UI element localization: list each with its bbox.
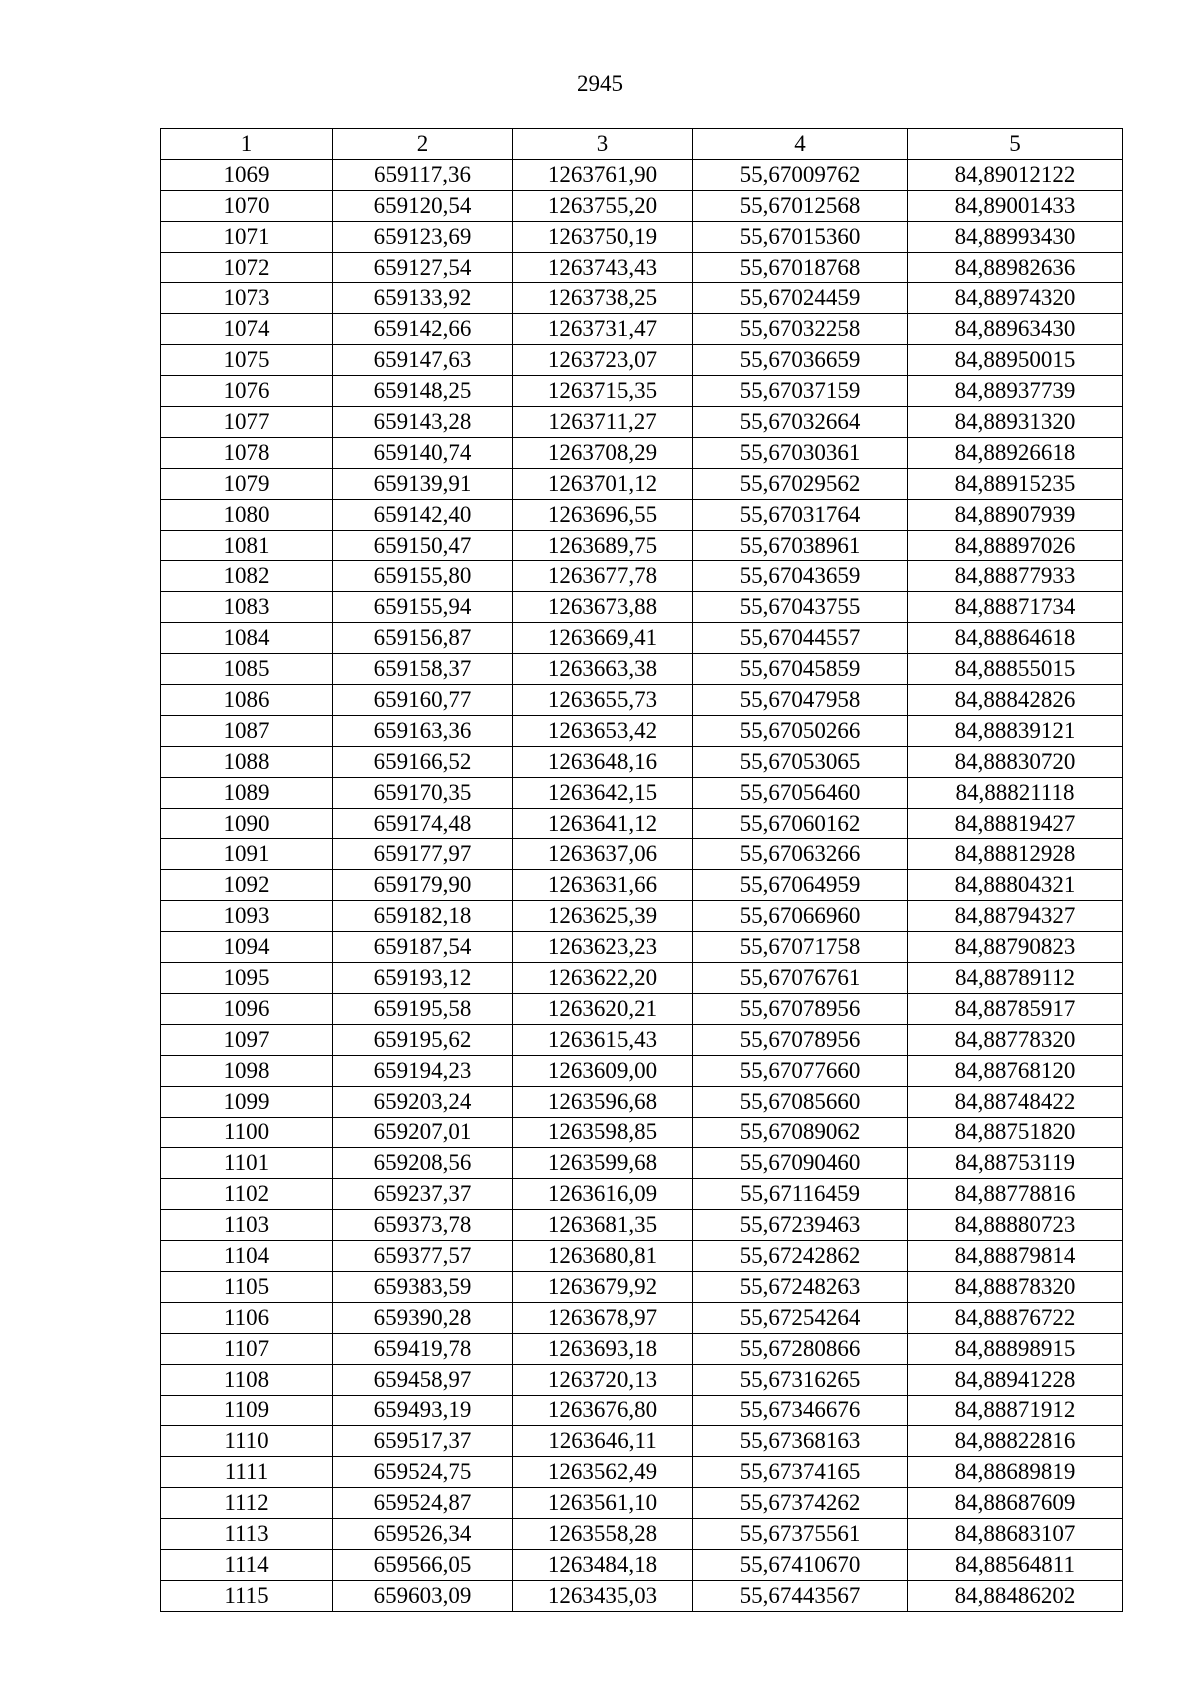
longitude-cell: 84,88926618 xyxy=(908,437,1123,468)
point-number-cell: 1092 xyxy=(161,870,333,901)
x-coordinate-cell: 659150,47 xyxy=(333,530,513,561)
latitude-cell: 55,67064959 xyxy=(693,870,908,901)
longitude-cell: 84,88876722 xyxy=(908,1302,1123,1333)
table-row xyxy=(161,530,1123,561)
latitude-cell: 55,67063266 xyxy=(693,839,908,870)
y-coordinate-cell: 1263755,20 xyxy=(513,190,693,221)
table-header xyxy=(161,129,1123,160)
y-coordinate-cell: 1263676,80 xyxy=(513,1395,693,1426)
table-row xyxy=(161,1117,1123,1148)
longitude-cell: 84,88937739 xyxy=(908,376,1123,407)
table-row xyxy=(161,623,1123,654)
table-row xyxy=(161,1426,1123,1457)
coordinates-table xyxy=(160,128,1123,1612)
point-number-cell: 1084 xyxy=(161,623,333,654)
x-coordinate-cell: 659147,63 xyxy=(333,345,513,376)
x-coordinate-cell: 659142,40 xyxy=(333,499,513,530)
point-number-cell: 1099 xyxy=(161,1086,333,1117)
table-row xyxy=(161,870,1123,901)
y-coordinate-cell: 1263653,42 xyxy=(513,715,693,746)
latitude-cell: 55,67066960 xyxy=(693,901,908,932)
table-row xyxy=(161,715,1123,746)
y-coordinate-cell: 1263738,25 xyxy=(513,283,693,314)
x-coordinate-cell: 659566,05 xyxy=(333,1549,513,1580)
y-coordinate-cell: 1263669,41 xyxy=(513,623,693,654)
y-coordinate-cell: 1263673,88 xyxy=(513,592,693,623)
longitude-cell: 84,88839121 xyxy=(908,715,1123,746)
x-coordinate-cell: 659195,58 xyxy=(333,993,513,1024)
y-coordinate-cell: 1263720,13 xyxy=(513,1364,693,1395)
latitude-cell: 55,67242862 xyxy=(693,1241,908,1272)
table-row xyxy=(161,1488,1123,1519)
latitude-cell: 55,67375561 xyxy=(693,1519,908,1550)
point-number-cell: 1093 xyxy=(161,901,333,932)
y-coordinate-cell: 1263723,07 xyxy=(513,345,693,376)
x-coordinate-cell: 659163,36 xyxy=(333,715,513,746)
y-coordinate-cell: 1263435,03 xyxy=(513,1580,693,1611)
longitude-cell: 84,88898915 xyxy=(908,1333,1123,1364)
point-number-cell: 1109 xyxy=(161,1395,333,1426)
x-coordinate-cell: 659143,28 xyxy=(333,407,513,438)
x-coordinate-cell: 659170,35 xyxy=(333,777,513,808)
y-coordinate-cell: 1263750,19 xyxy=(513,221,693,252)
longitude-cell: 84,88768120 xyxy=(908,1055,1123,1086)
table-row xyxy=(161,1271,1123,1302)
x-coordinate-cell: 659142,66 xyxy=(333,314,513,345)
point-number-cell: 1103 xyxy=(161,1210,333,1241)
latitude-cell: 55,67346676 xyxy=(693,1395,908,1426)
latitude-cell: 55,67031764 xyxy=(693,499,908,530)
latitude-cell: 55,67071758 xyxy=(693,932,908,963)
point-number-cell: 1101 xyxy=(161,1148,333,1179)
latitude-cell: 55,67024459 xyxy=(693,283,908,314)
latitude-cell: 55,67060162 xyxy=(693,808,908,839)
point-number-cell: 1087 xyxy=(161,715,333,746)
column-header-5: 5 xyxy=(908,129,1123,160)
table-row xyxy=(161,685,1123,716)
table-row xyxy=(161,283,1123,314)
longitude-cell: 84,88871734 xyxy=(908,592,1123,623)
longitude-cell: 84,88748422 xyxy=(908,1086,1123,1117)
point-number-cell: 1069 xyxy=(161,159,333,190)
point-number-cell: 1105 xyxy=(161,1271,333,1302)
table-row xyxy=(161,808,1123,839)
latitude-cell: 55,67056460 xyxy=(693,777,908,808)
longitude-cell: 84,88931320 xyxy=(908,407,1123,438)
latitude-cell: 55,67078956 xyxy=(693,993,908,1024)
x-coordinate-cell: 659187,54 xyxy=(333,932,513,963)
longitude-cell: 84,88789112 xyxy=(908,963,1123,994)
y-coordinate-cell: 1263561,10 xyxy=(513,1488,693,1519)
point-number-cell: 1107 xyxy=(161,1333,333,1364)
x-coordinate-cell: 659208,56 xyxy=(333,1148,513,1179)
point-number-cell: 1114 xyxy=(161,1549,333,1580)
point-number-cell: 1075 xyxy=(161,345,333,376)
column-header-2: 2 xyxy=(333,129,513,160)
table-row xyxy=(161,407,1123,438)
table-row xyxy=(161,221,1123,252)
y-coordinate-cell: 1263620,21 xyxy=(513,993,693,1024)
x-coordinate-cell: 659207,01 xyxy=(333,1117,513,1148)
table-row xyxy=(161,746,1123,777)
table-row xyxy=(161,437,1123,468)
longitude-cell: 84,88950015 xyxy=(908,345,1123,376)
x-coordinate-cell: 659524,87 xyxy=(333,1488,513,1519)
y-coordinate-cell: 1263693,18 xyxy=(513,1333,693,1364)
point-number-cell: 1097 xyxy=(161,1024,333,1055)
latitude-cell: 55,67045859 xyxy=(693,654,908,685)
point-number-cell: 1102 xyxy=(161,1179,333,1210)
y-coordinate-cell: 1263696,55 xyxy=(513,499,693,530)
x-coordinate-cell: 659195,62 xyxy=(333,1024,513,1055)
table-row xyxy=(161,561,1123,592)
point-number-cell: 1074 xyxy=(161,314,333,345)
latitude-cell: 55,67254264 xyxy=(693,1302,908,1333)
longitude-cell: 84,88941228 xyxy=(908,1364,1123,1395)
table-row xyxy=(161,839,1123,870)
table-row xyxy=(161,376,1123,407)
latitude-cell: 55,67089062 xyxy=(693,1117,908,1148)
point-number-cell: 1096 xyxy=(161,993,333,1024)
latitude-cell: 55,67053065 xyxy=(693,746,908,777)
x-coordinate-cell: 659120,54 xyxy=(333,190,513,221)
longitude-cell: 84,88819427 xyxy=(908,808,1123,839)
y-coordinate-cell: 1263648,16 xyxy=(513,746,693,777)
y-coordinate-cell: 1263637,06 xyxy=(513,839,693,870)
latitude-cell: 55,67038961 xyxy=(693,530,908,561)
longitude-cell: 84,88822816 xyxy=(908,1426,1123,1457)
longitude-cell: 84,88830720 xyxy=(908,746,1123,777)
latitude-cell: 55,67239463 xyxy=(693,1210,908,1241)
point-number-cell: 1090 xyxy=(161,808,333,839)
table-row xyxy=(161,1549,1123,1580)
x-coordinate-cell: 659390,28 xyxy=(333,1302,513,1333)
point-number-cell: 1098 xyxy=(161,1055,333,1086)
table-body xyxy=(161,159,1123,1611)
latitude-cell: 55,67280866 xyxy=(693,1333,908,1364)
y-coordinate-cell: 1263711,27 xyxy=(513,407,693,438)
table-row xyxy=(161,468,1123,499)
y-coordinate-cell: 1263678,97 xyxy=(513,1302,693,1333)
x-coordinate-cell: 659203,24 xyxy=(333,1086,513,1117)
point-number-cell: 1091 xyxy=(161,839,333,870)
y-coordinate-cell: 1263642,15 xyxy=(513,777,693,808)
latitude-cell: 55,67029562 xyxy=(693,468,908,499)
y-coordinate-cell: 1263623,23 xyxy=(513,932,693,963)
table-row xyxy=(161,1302,1123,1333)
longitude-cell: 84,88879814 xyxy=(908,1241,1123,1272)
x-coordinate-cell: 659123,69 xyxy=(333,221,513,252)
x-coordinate-cell: 659458,97 xyxy=(333,1364,513,1395)
x-coordinate-cell: 659377,57 xyxy=(333,1241,513,1272)
latitude-cell: 55,67078956 xyxy=(693,1024,908,1055)
point-number-cell: 1076 xyxy=(161,376,333,407)
y-coordinate-cell: 1263599,68 xyxy=(513,1148,693,1179)
latitude-cell: 55,67374165 xyxy=(693,1457,908,1488)
x-coordinate-cell: 659174,48 xyxy=(333,808,513,839)
x-coordinate-cell: 659139,91 xyxy=(333,468,513,499)
column-header-4: 4 xyxy=(693,129,908,160)
column-header-1: 1 xyxy=(161,129,333,160)
latitude-cell: 55,67032258 xyxy=(693,314,908,345)
longitude-cell: 84,88683107 xyxy=(908,1519,1123,1550)
x-coordinate-cell: 659373,78 xyxy=(333,1210,513,1241)
y-coordinate-cell: 1263609,00 xyxy=(513,1055,693,1086)
point-number-cell: 1080 xyxy=(161,499,333,530)
longitude-cell: 84,88564811 xyxy=(908,1549,1123,1580)
longitude-cell: 84,88751820 xyxy=(908,1117,1123,1148)
x-coordinate-cell: 659193,12 xyxy=(333,963,513,994)
longitude-cell: 84,88778320 xyxy=(908,1024,1123,1055)
point-number-cell: 1111 xyxy=(161,1457,333,1488)
longitude-cell: 84,88842826 xyxy=(908,685,1123,716)
table-row xyxy=(161,1024,1123,1055)
y-coordinate-cell: 1263680,81 xyxy=(513,1241,693,1272)
longitude-cell: 84,88974320 xyxy=(908,283,1123,314)
point-number-cell: 1088 xyxy=(161,746,333,777)
y-coordinate-cell: 1263689,75 xyxy=(513,530,693,561)
y-coordinate-cell: 1263625,39 xyxy=(513,901,693,932)
latitude-cell: 55,67032664 xyxy=(693,407,908,438)
y-coordinate-cell: 1263598,85 xyxy=(513,1117,693,1148)
point-number-cell: 1110 xyxy=(161,1426,333,1457)
table-row xyxy=(161,1333,1123,1364)
x-coordinate-cell: 659383,59 xyxy=(333,1271,513,1302)
x-coordinate-cell: 659155,94 xyxy=(333,592,513,623)
y-coordinate-cell: 1263731,47 xyxy=(513,314,693,345)
point-number-cell: 1081 xyxy=(161,530,333,561)
point-number-cell: 1115 xyxy=(161,1580,333,1611)
longitude-cell: 84,88993430 xyxy=(908,221,1123,252)
y-coordinate-cell: 1263715,35 xyxy=(513,376,693,407)
table-row xyxy=(161,499,1123,530)
longitude-cell: 84,88880723 xyxy=(908,1210,1123,1241)
x-coordinate-cell: 659182,18 xyxy=(333,901,513,932)
longitude-cell: 84,88689819 xyxy=(908,1457,1123,1488)
x-coordinate-cell: 659166,52 xyxy=(333,746,513,777)
point-number-cell: 1095 xyxy=(161,963,333,994)
y-coordinate-cell: 1263558,28 xyxy=(513,1519,693,1550)
latitude-cell: 55,67043659 xyxy=(693,561,908,592)
latitude-cell: 55,67018768 xyxy=(693,252,908,283)
table-row xyxy=(161,1055,1123,1086)
point-number-cell: 1089 xyxy=(161,777,333,808)
point-number-cell: 1085 xyxy=(161,654,333,685)
latitude-cell: 55,67090460 xyxy=(693,1148,908,1179)
longitude-cell: 84,88804321 xyxy=(908,870,1123,901)
x-coordinate-cell: 659603,09 xyxy=(333,1580,513,1611)
x-coordinate-cell: 659127,54 xyxy=(333,252,513,283)
y-coordinate-cell: 1263681,35 xyxy=(513,1210,693,1241)
point-number-cell: 1104 xyxy=(161,1241,333,1272)
latitude-cell: 55,67368163 xyxy=(693,1426,908,1457)
x-coordinate-cell: 659524,75 xyxy=(333,1457,513,1488)
x-coordinate-cell: 659156,87 xyxy=(333,623,513,654)
table-row xyxy=(161,1519,1123,1550)
x-coordinate-cell: 659526,34 xyxy=(333,1519,513,1550)
latitude-cell: 55,67410670 xyxy=(693,1549,908,1580)
longitude-cell: 84,88963430 xyxy=(908,314,1123,345)
y-coordinate-cell: 1263641,12 xyxy=(513,808,693,839)
point-number-cell: 1072 xyxy=(161,252,333,283)
y-coordinate-cell: 1263743,43 xyxy=(513,252,693,283)
x-coordinate-cell: 659419,78 xyxy=(333,1333,513,1364)
x-coordinate-cell: 659117,36 xyxy=(333,159,513,190)
longitude-cell: 84,88794327 xyxy=(908,901,1123,932)
table-row xyxy=(161,1364,1123,1395)
y-coordinate-cell: 1263622,20 xyxy=(513,963,693,994)
table-row xyxy=(161,1241,1123,1272)
table-row xyxy=(161,345,1123,376)
y-coordinate-cell: 1263663,38 xyxy=(513,654,693,685)
point-number-cell: 1070 xyxy=(161,190,333,221)
x-coordinate-cell: 659158,37 xyxy=(333,654,513,685)
longitude-cell: 84,88907939 xyxy=(908,499,1123,530)
latitude-cell: 55,67077660 xyxy=(693,1055,908,1086)
x-coordinate-cell: 659155,80 xyxy=(333,561,513,592)
latitude-cell: 55,67012568 xyxy=(693,190,908,221)
y-coordinate-cell: 1263677,78 xyxy=(513,561,693,592)
longitude-cell: 84,88486202 xyxy=(908,1580,1123,1611)
y-coordinate-cell: 1263631,66 xyxy=(513,870,693,901)
point-number-cell: 1082 xyxy=(161,561,333,592)
y-coordinate-cell: 1263708,29 xyxy=(513,437,693,468)
longitude-cell: 84,88821118 xyxy=(908,777,1123,808)
longitude-cell: 84,88897026 xyxy=(908,530,1123,561)
y-coordinate-cell: 1263484,18 xyxy=(513,1549,693,1580)
y-coordinate-cell: 1263562,49 xyxy=(513,1457,693,1488)
x-coordinate-cell: 659493,19 xyxy=(333,1395,513,1426)
point-number-cell: 1108 xyxy=(161,1364,333,1395)
point-number-cell: 1077 xyxy=(161,407,333,438)
longitude-cell: 84,88982636 xyxy=(908,252,1123,283)
y-coordinate-cell: 1263655,73 xyxy=(513,685,693,716)
latitude-cell: 55,67015360 xyxy=(693,221,908,252)
table-row xyxy=(161,190,1123,221)
x-coordinate-cell: 659179,90 xyxy=(333,870,513,901)
table-row xyxy=(161,252,1123,283)
table-row xyxy=(161,1148,1123,1179)
y-coordinate-cell: 1263596,68 xyxy=(513,1086,693,1117)
latitude-cell: 55,67044557 xyxy=(693,623,908,654)
x-coordinate-cell: 659133,92 xyxy=(333,283,513,314)
longitude-cell: 84,88778816 xyxy=(908,1179,1123,1210)
table-row xyxy=(161,963,1123,994)
x-coordinate-cell: 659177,97 xyxy=(333,839,513,870)
longitude-cell: 84,89012122 xyxy=(908,159,1123,190)
latitude-cell: 55,67076761 xyxy=(693,963,908,994)
table-row xyxy=(161,159,1123,190)
y-coordinate-cell: 1263761,90 xyxy=(513,159,693,190)
point-number-cell: 1113 xyxy=(161,1519,333,1550)
point-number-cell: 1079 xyxy=(161,468,333,499)
longitude-cell: 84,88915235 xyxy=(908,468,1123,499)
latitude-cell: 55,67116459 xyxy=(693,1179,908,1210)
longitude-cell: 84,88812928 xyxy=(908,839,1123,870)
table-row xyxy=(161,1395,1123,1426)
point-number-cell: 1086 xyxy=(161,685,333,716)
longitude-cell: 84,88864618 xyxy=(908,623,1123,654)
longitude-cell: 84,88753119 xyxy=(908,1148,1123,1179)
longitude-cell: 84,88785917 xyxy=(908,993,1123,1024)
x-coordinate-cell: 659194,23 xyxy=(333,1055,513,1086)
table-row xyxy=(161,654,1123,685)
latitude-cell: 55,67316265 xyxy=(693,1364,908,1395)
latitude-cell: 55,67030361 xyxy=(693,437,908,468)
point-number-cell: 1073 xyxy=(161,283,333,314)
latitude-cell: 55,67050266 xyxy=(693,715,908,746)
point-number-cell: 1078 xyxy=(161,437,333,468)
latitude-cell: 55,67248263 xyxy=(693,1271,908,1302)
latitude-cell: 55,67037159 xyxy=(693,376,908,407)
y-coordinate-cell: 1263679,92 xyxy=(513,1271,693,1302)
page-number: 2945 xyxy=(577,71,623,96)
column-header-3: 3 xyxy=(513,129,693,160)
table-row xyxy=(161,1086,1123,1117)
y-coordinate-cell: 1263615,43 xyxy=(513,1024,693,1055)
latitude-cell: 55,67047958 xyxy=(693,685,908,716)
latitude-cell: 55,67443567 xyxy=(693,1580,908,1611)
x-coordinate-cell: 659160,77 xyxy=(333,685,513,716)
table-row xyxy=(161,993,1123,1024)
latitude-cell: 55,67043755 xyxy=(693,592,908,623)
longitude-cell: 84,88855015 xyxy=(908,654,1123,685)
x-coordinate-cell: 659237,37 xyxy=(333,1179,513,1210)
longitude-cell: 84,88877933 xyxy=(908,561,1123,592)
table-row xyxy=(161,932,1123,963)
y-coordinate-cell: 1263646,11 xyxy=(513,1426,693,1457)
table-row xyxy=(161,1457,1123,1488)
longitude-cell: 84,89001433 xyxy=(908,190,1123,221)
point-number-cell: 1100 xyxy=(161,1117,333,1148)
latitude-cell: 55,67036659 xyxy=(693,345,908,376)
longitude-cell: 84,88871912 xyxy=(908,1395,1123,1426)
table-row xyxy=(161,592,1123,623)
point-number-cell: 1094 xyxy=(161,932,333,963)
point-number-cell: 1083 xyxy=(161,592,333,623)
longitude-cell: 84,88878320 xyxy=(908,1271,1123,1302)
longitude-cell: 84,88790823 xyxy=(908,932,1123,963)
table-row xyxy=(161,1580,1123,1611)
latitude-cell: 55,67009762 xyxy=(693,159,908,190)
table-row xyxy=(161,314,1123,345)
x-coordinate-cell: 659148,25 xyxy=(333,376,513,407)
longitude-cell: 84,88687609 xyxy=(908,1488,1123,1519)
point-number-cell: 1106 xyxy=(161,1302,333,1333)
y-coordinate-cell: 1263616,09 xyxy=(513,1179,693,1210)
point-number-cell: 1071 xyxy=(161,221,333,252)
latitude-cell: 55,67374262 xyxy=(693,1488,908,1519)
table-row xyxy=(161,1179,1123,1210)
table-row xyxy=(161,777,1123,808)
table-row xyxy=(161,901,1123,932)
latitude-cell: 55,67085660 xyxy=(693,1086,908,1117)
header-row xyxy=(161,129,1123,160)
table-row xyxy=(161,1210,1123,1241)
point-number-cell: 1112 xyxy=(161,1488,333,1519)
y-coordinate-cell: 1263701,12 xyxy=(513,468,693,499)
x-coordinate-cell: 659517,37 xyxy=(333,1426,513,1457)
x-coordinate-cell: 659140,74 xyxy=(333,437,513,468)
